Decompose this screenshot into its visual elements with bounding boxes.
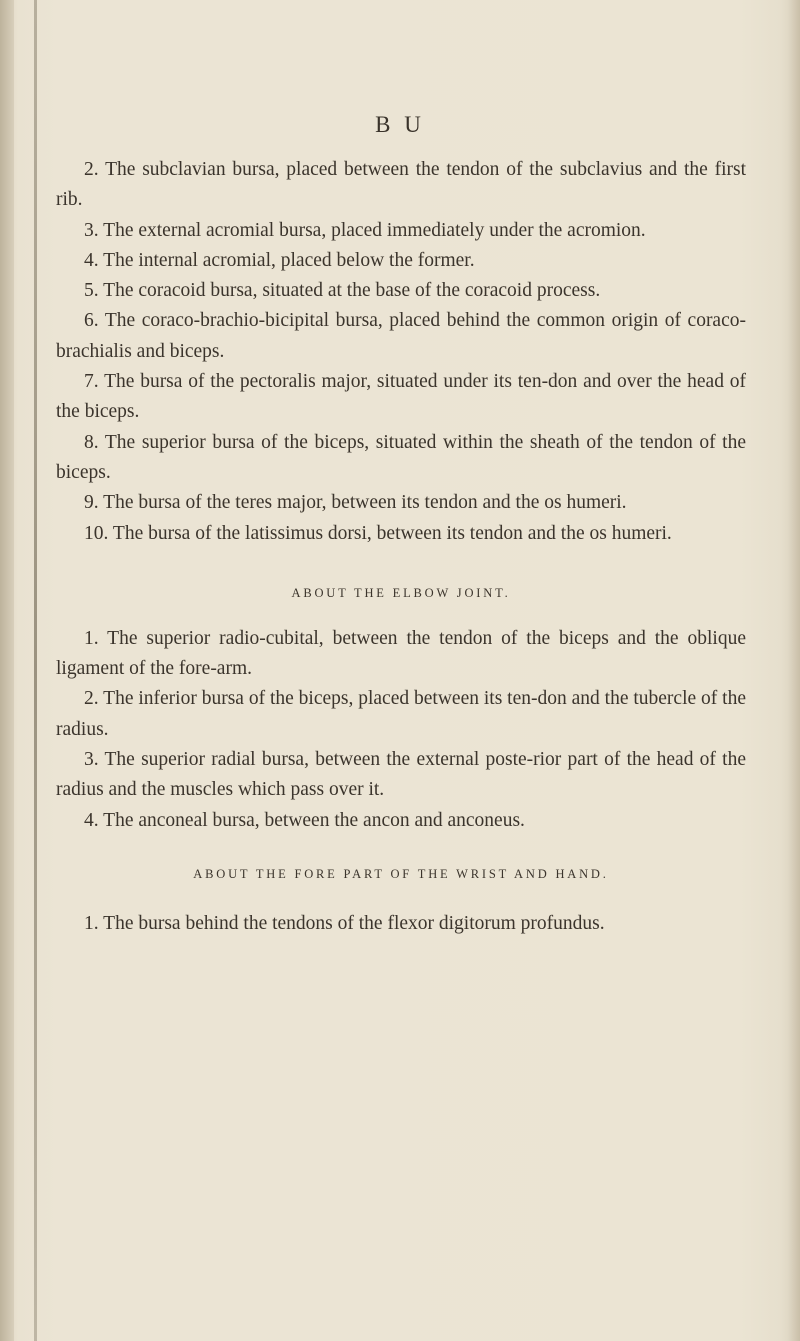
- list-item: [56, 276, 746, 306]
- entry-text: The bursa of the latissimus dorsi, between its tendon and the os humeri.: [112, 522, 672, 544]
- entry-text: The bursa of the teres major, between its tendon and the os humeri.: [103, 492, 627, 514]
- page-text: [56, 155, 746, 939]
- entry-number: 8.: [84, 431, 99, 453]
- list-item: [56, 624, 746, 685]
- entry-text: The bursa of the pectoralis major, situated under its ten-don and over the head of the biceps.: [56, 371, 746, 423]
- entry-text: The anconeal bursa, between the ancon and anconeus.: [103, 809, 525, 831]
- list-item: [56, 246, 746, 276]
- entry-number: 1.: [84, 627, 99, 649]
- entry-text: The bursa behind the tendons of the flexor digitorum profundus.: [103, 912, 605, 934]
- entry-number: 2.: [84, 159, 99, 180]
- section-heading-elbow: ABOUT THE ELBOW JOINT.: [291, 585, 511, 600]
- list-item: [56, 367, 746, 428]
- entry-number: 7.: [84, 371, 99, 393]
- list-item: [56, 519, 746, 549]
- list-item: [56, 745, 746, 806]
- list-item: [56, 684, 746, 745]
- entry-number: 2.: [84, 688, 99, 710]
- entry-number: 4.: [84, 809, 99, 831]
- binding-edge-left: [0, 0, 14, 1341]
- list-item: [56, 306, 746, 367]
- entry-text: The subclavian bursa, placed between the tendon of the subclavius and the first rib.: [56, 159, 746, 211]
- entry-number: 5.: [84, 280, 99, 302]
- list-item: [56, 488, 746, 518]
- entry-text: The superior radio-cubital, between the tendon of the biceps and the oblique ligament of the fore-arm.: [56, 627, 746, 680]
- entry-text: The superior radial bursa, between the external poste-rior part of the head of the radius and the muscles which pass over it.: [56, 749, 746, 801]
- section-spacer: [56, 889, 746, 909]
- list-item: [56, 806, 746, 836]
- entry-number: 6.: [84, 310, 99, 332]
- section-spacer: [56, 549, 746, 578]
- page-edge-right: [788, 0, 800, 1341]
- entry-text: The internal acromial, placed below the former.: [103, 249, 475, 271]
- entry-number: 9.: [84, 492, 99, 514]
- entry-text: The coraco-brachio-bicipital bursa, placed behind the common origin of coraco-brachialis and biceps.: [56, 310, 746, 362]
- list-item: [56, 216, 746, 246]
- list-item: [56, 155, 746, 216]
- entry-number: 4.: [84, 249, 99, 271]
- section-spacer: [56, 608, 746, 624]
- running-head: B U: [375, 112, 425, 137]
- list-item: [56, 428, 746, 489]
- binding-gutter: [34, 0, 37, 1341]
- entry-text: The external acromial bursa, placed immediately under the acromion.: [103, 219, 646, 241]
- entry-text: The coracoid bursa, situated at the base of the coracoid process.: [103, 280, 601, 302]
- section-heading-wrist: ABOUT THE FORE PART OF THE WRIST AND HAND.: [193, 866, 609, 881]
- entry-number: 3.: [84, 219, 99, 241]
- section-spacer: [56, 836, 746, 859]
- entry-number: 3.: [84, 749, 99, 771]
- entry-number: 10.: [84, 522, 109, 544]
- entry-number: 1.: [84, 912, 99, 934]
- entry-text: The inferior bursa of the biceps, placed between its ten-don and the tubercle of the radius.: [56, 688, 746, 740]
- list-item: [56, 909, 746, 939]
- entry-text: The superior bursa of the biceps, situated within the sheath of the tendon of the biceps.: [56, 431, 746, 483]
